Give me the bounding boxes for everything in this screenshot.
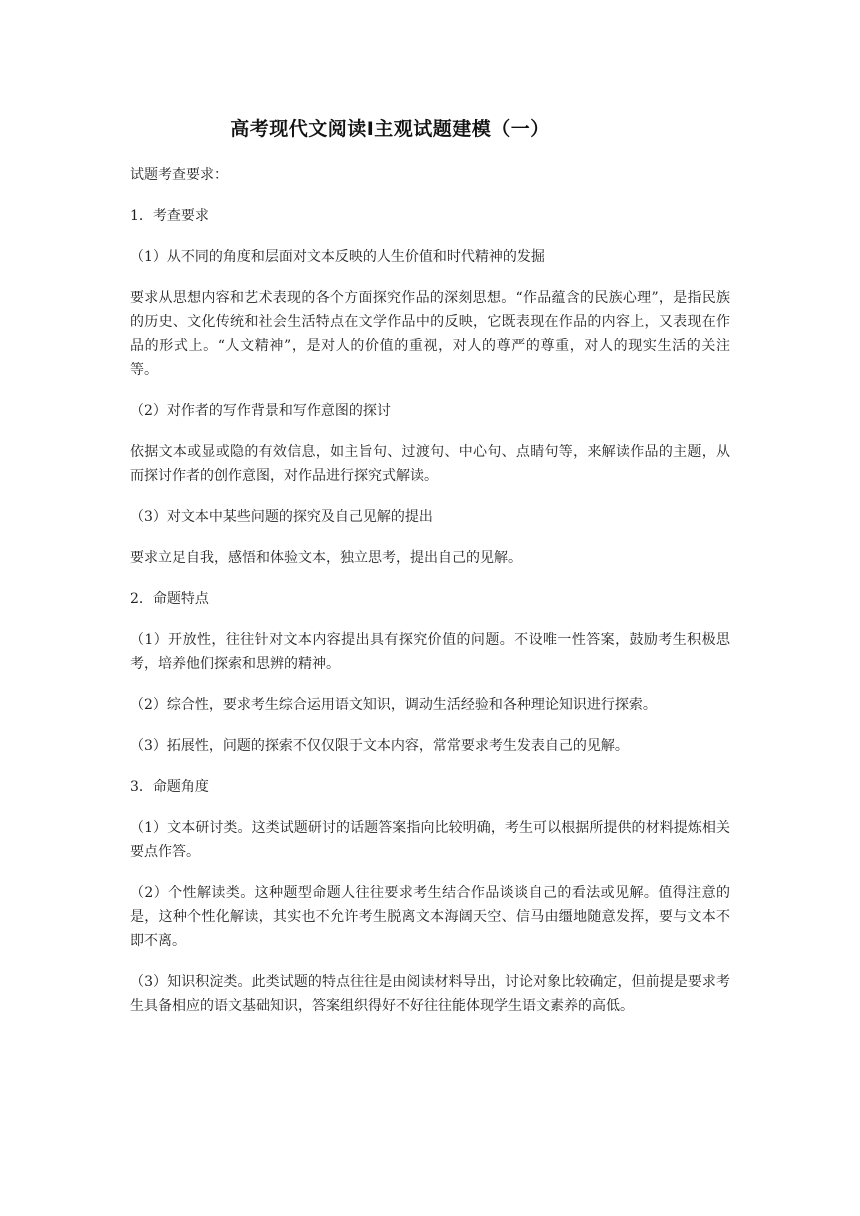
paragraph-2-2: （2）综合性，要求考生综合运用语文知识，调动生活经验和各种理论知识进行探索。 <box>130 697 657 713</box>
paragraph-2-3: （3）拓展性，问题的探索不仅仅限于文本内容，常常要求考生发表自己的见解。 <box>130 738 629 754</box>
document-title: 高考现代文阅读Ⅰ主观试题建模（一） <box>230 118 550 140</box>
paragraph-3-2: （2）个性解读类。这种题型命题人往往要求考生结合作品谈谈自己的看法或见解。值得注意的是，这种个性化解读，其实也不允许考生脱离文本海阔天空、信马由缰地随意发挥，要与文本不即不离。 <box>130 885 730 949</box>
section-heading-3: 3．命题角度 <box>130 779 209 795</box>
paragraph-3-1: （1）文本研讨类。这类试题研讨的话题答案指向比较明确，考生可以根据所提供的材料提炼相关要点作答。 <box>130 820 730 860</box>
paragraph-1-2: 依据文本或显或隐的有效信息，如主旨句、过渡句、中心句、点睛句等，来解读作品的主题，从而探讨作者的创作意图，对作品进行探究式解读。 <box>130 444 730 484</box>
subsection-heading-1-3: （3）对文本中某些问题的探究及自己见解的提出 <box>130 509 433 525</box>
document-body <box>130 163 730 1018</box>
subsection-heading-1-2: （2）对作者的写作背景和写作意图的探讨 <box>130 403 391 419</box>
paragraph-3-3: （3）知识积淀类。此类试题的特点往往是由阅读材料导出，讨论对象比较确定，但前提是要求考生具备相应的语文基础知识，答案组织得好不好往往能体现学生语文素养的高低。 <box>130 974 730 1014</box>
intro-heading: 试题考查要求： <box>130 167 228 183</box>
subsection-heading-1-1: （1）从不同的角度和层面对文本反映的人生价值和时代精神的发掘 <box>130 249 545 265</box>
paragraph-1-1: 要求从思想内容和艺术表现的各个方面探究作品的深刻思想。“作品蕴含的民族心理”，是指民族的历史、文化传统和社会生活特点在文学作品中的反映，它既表现在作品的内容上，又表现在作品的形式上。“人文精神”，是对人的价值的重视，对人的尊严的尊重，对人的现实生活的关注等。 <box>130 290 730 378</box>
section-heading-2: 2．命题特点 <box>130 591 209 607</box>
paragraph-1-3: 要求立足自我，感悟和体验文本，独立思考，提出自己的见解。 <box>130 550 522 566</box>
section-heading-1: 1．考查要求 <box>130 208 209 224</box>
paragraph-2-1: （1）开放性，往往针对文本内容提出具有探究价值的问题。不设唯一性答案，鼓励考生积极思考，培养他们探索和思辨的精神。 <box>130 632 730 672</box>
